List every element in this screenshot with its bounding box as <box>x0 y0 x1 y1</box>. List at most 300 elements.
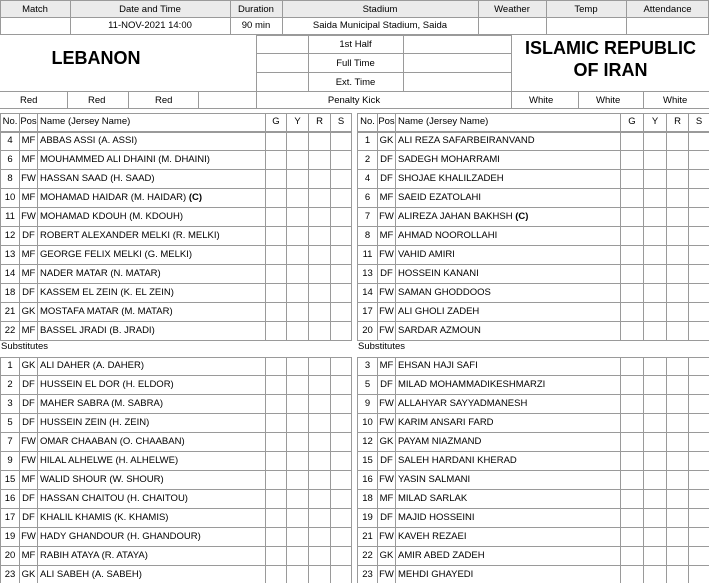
player-name <box>396 528 621 547</box>
player-name <box>396 452 621 471</box>
table-row <box>357 208 709 227</box>
captain-badge: (C) <box>188 192 203 203</box>
player-name-text: HADY GHANDOUR (H. GHANDOUR) <box>40 531 201 542</box>
stat-cell-r <box>309 395 331 414</box>
stat-cell-r <box>309 452 331 471</box>
stat-cell-s <box>689 189 709 208</box>
player-position: DF <box>20 376 38 395</box>
player-name <box>396 471 621 490</box>
player-name <box>396 357 621 376</box>
player-number: 8 <box>358 227 378 246</box>
table-row <box>357 566 709 583</box>
table-row <box>357 246 709 265</box>
player-number: 3 <box>358 357 378 376</box>
stat-cell-g <box>266 208 287 227</box>
stat-cell-s <box>689 227 709 246</box>
player-number: 1 <box>1 357 20 376</box>
table-row <box>0 376 351 395</box>
stat-cell-y <box>644 303 667 322</box>
stat-cell-r <box>667 376 689 395</box>
stat-cell-s <box>689 357 709 376</box>
player-name-text: ABBAS ASSI (A. ASSI) <box>40 135 138 146</box>
player-name <box>396 246 621 265</box>
player-position: FW <box>20 452 38 471</box>
table-row <box>0 265 351 284</box>
stat-cell-g <box>621 547 644 566</box>
stat-cell-r <box>309 151 331 170</box>
stat-cell-g <box>621 490 644 509</box>
stat-cell-r <box>667 433 689 452</box>
stat-cell-r <box>667 547 689 566</box>
player-position: MF <box>20 246 38 265</box>
player-number: 13 <box>1 246 20 265</box>
stat-cell-g <box>621 189 644 208</box>
player-position: FW <box>378 303 396 322</box>
stat-cell-s <box>689 303 709 322</box>
stat-cell-r <box>667 471 689 490</box>
home-kit-shorts: Red <box>88 95 106 106</box>
player-name <box>396 227 621 246</box>
player-number: 10 <box>1 189 20 208</box>
stat-cell-y <box>287 528 309 547</box>
home-kit-socks: Red <box>155 95 173 106</box>
divider <box>643 91 644 108</box>
player-name <box>38 322 266 341</box>
stat-cell-s <box>331 303 352 322</box>
table-row <box>357 265 709 284</box>
stat-cell-y <box>644 151 667 170</box>
player-position: FW <box>378 246 396 265</box>
player-number: 19 <box>358 509 378 528</box>
stat-cell-y <box>287 303 309 322</box>
divider <box>70 0 71 35</box>
stat-cell-y <box>644 246 667 265</box>
player-name-text: MAJID HOSSEINI <box>398 512 475 523</box>
player-name <box>396 414 621 433</box>
stat-cell-g <box>266 170 287 189</box>
player-name <box>38 208 266 227</box>
player-name <box>38 151 266 170</box>
player-number: 16 <box>1 490 20 509</box>
stat-cell-s <box>331 284 352 303</box>
home-team-name: LEBANON <box>51 48 141 68</box>
period-full-time: Full Time <box>336 58 375 69</box>
stat-cell-y <box>287 566 309 583</box>
stat-cell-y <box>644 227 667 246</box>
table-row <box>0 227 351 246</box>
stat-cell-y <box>287 246 309 265</box>
stat-cell-g <box>266 284 287 303</box>
player-name-text: MOSTAFA MATAR (M. MATAR) <box>40 306 173 317</box>
stat-cell-g <box>266 265 287 284</box>
stat-cell-s <box>331 208 352 227</box>
player-position: DF <box>378 265 396 284</box>
stat-cell-s <box>689 509 709 528</box>
stat-cell-y <box>644 414 667 433</box>
stat-cell-s <box>331 189 352 208</box>
stat-cell-s <box>331 471 352 490</box>
stat-cell-r <box>667 566 689 583</box>
period-ext-time: Ext. Time <box>335 77 376 88</box>
player-number: 23 <box>1 566 20 583</box>
table-row <box>357 303 709 322</box>
stat-cell-g <box>621 284 644 303</box>
stat-cell-y <box>287 265 309 284</box>
stat-cell-r <box>309 471 331 490</box>
table-row <box>357 322 709 341</box>
away-substitutes-label: Substitutes <box>358 341 405 352</box>
date-time-value: 11-NOV-2021 14:00 <box>108 20 192 31</box>
stat-cell-s <box>689 132 709 151</box>
captain-badge: (C) <box>515 211 529 222</box>
stat-cell-r <box>667 132 689 151</box>
player-name <box>396 490 621 509</box>
player-number: 1 <box>358 132 378 151</box>
player-number: 15 <box>1 471 20 490</box>
player-position: FW <box>378 395 396 414</box>
player-number: 5 <box>1 414 20 433</box>
stat-cell-y <box>644 132 667 151</box>
player-position: MF <box>20 151 38 170</box>
player-name <box>38 452 266 471</box>
table-row <box>357 452 709 471</box>
table-row <box>0 246 351 265</box>
player-position: DF <box>20 490 38 509</box>
player-number: 5 <box>358 376 378 395</box>
player-name-text: ALI DAHER (A. DAHER) <box>40 360 144 371</box>
stat-cell-r <box>309 547 331 566</box>
column-header-name: Name (Jersey Name) <box>396 113 621 132</box>
player-name-text: EHSAN HAJI SAFI <box>398 360 478 371</box>
player-position: MF <box>20 265 38 284</box>
player-number: 10 <box>358 414 378 433</box>
stat-cell-s <box>689 528 709 547</box>
stat-cell-g <box>621 246 644 265</box>
player-position: FW <box>378 208 396 227</box>
player-name-text: SARDAR AZMOUN <box>398 325 481 336</box>
stat-cell-s <box>689 265 709 284</box>
stat-cell-s <box>331 151 352 170</box>
player-position: FW <box>20 208 38 227</box>
player-number: 15 <box>358 452 378 471</box>
divider <box>578 91 579 108</box>
player-name-text: ALI SABEH (A. SABEH) <box>40 569 142 580</box>
player-name-text: HASSAN CHAITOU (H. CHAITOU) <box>40 493 188 504</box>
stat-cell-r <box>309 246 331 265</box>
stat-cell-y <box>644 490 667 509</box>
player-position: MF <box>20 547 38 566</box>
stat-cell-s <box>689 284 709 303</box>
column-header-s: S <box>689 113 709 132</box>
stat-cell-g <box>266 246 287 265</box>
table-row <box>0 132 351 151</box>
player-name <box>396 189 621 208</box>
table-row <box>0 189 351 208</box>
player-position: GK <box>378 547 396 566</box>
header-stadium: Stadium <box>362 4 398 15</box>
player-position: FW <box>378 566 396 583</box>
stat-cell-g <box>266 490 287 509</box>
stat-cell-s <box>331 170 352 189</box>
table-row <box>357 433 709 452</box>
player-position: DF <box>20 414 38 433</box>
stat-cell-r <box>667 303 689 322</box>
player-position: FW <box>378 471 396 490</box>
table-row <box>0 433 351 452</box>
stat-cell-g <box>621 414 644 433</box>
player-name-text: MILAD SARLAK <box>398 493 468 504</box>
stat-cell-y <box>644 433 667 452</box>
stat-cell-g <box>621 471 644 490</box>
stat-cell-s <box>689 151 709 170</box>
player-name-text: ALI REZA SAFARBEIRANVAND <box>398 135 535 146</box>
stat-cell-g <box>621 452 644 471</box>
player-number: 7 <box>1 433 20 452</box>
stat-cell-y <box>644 189 667 208</box>
stat-cell-g <box>621 265 644 284</box>
period-1st-half: 1st Half <box>339 39 372 50</box>
stat-cell-s <box>331 376 352 395</box>
player-name-text: OMAR CHAABAN (O. CHAABAN) <box>40 436 185 447</box>
player-name-text: MOHAMAD HAIDAR (M. HAIDAR) <box>40 192 189 203</box>
table-row <box>0 284 351 303</box>
stat-cell-r <box>667 284 689 303</box>
player-position: GK <box>20 357 38 376</box>
player-number: 20 <box>358 322 378 341</box>
stat-cell-y <box>644 395 667 414</box>
player-name <box>396 132 621 151</box>
player-position: MF <box>20 322 38 341</box>
table-row <box>0 528 351 547</box>
column-header-g: G <box>621 113 644 132</box>
stat-cell-y <box>287 227 309 246</box>
stat-cell-r <box>309 284 331 303</box>
away-team-name-line1: ISLAMIC REPUBLIC <box>525 38 696 58</box>
stat-cell-r <box>667 189 689 208</box>
player-name-text: KHALIL KHAMIS (K. KHAMIS) <box>40 512 169 523</box>
stat-cell-y <box>644 452 667 471</box>
player-position: FW <box>378 284 396 303</box>
player-name-text: HUSSEIN EL DOR (H. ELDOR) <box>40 379 174 390</box>
player-number: 11 <box>358 246 378 265</box>
column-header-no: No. <box>358 113 378 132</box>
player-name <box>38 433 266 452</box>
stat-cell-y <box>287 322 309 341</box>
stat-cell-r <box>667 265 689 284</box>
stat-cell-r <box>667 246 689 265</box>
table-row <box>0 547 351 566</box>
stat-cell-y <box>287 208 309 227</box>
divider <box>230 0 231 35</box>
stat-cell-s <box>331 357 352 376</box>
stat-cell-y <box>644 509 667 528</box>
stat-cell-y <box>644 471 667 490</box>
player-position: MF <box>20 471 38 490</box>
stat-cell-s <box>331 414 352 433</box>
header-attendance: Attendance <box>643 4 692 15</box>
player-number: 13 <box>358 265 378 284</box>
player-number: 6 <box>358 189 378 208</box>
table-row <box>357 132 709 151</box>
divider <box>67 91 68 108</box>
column-header-y: Y <box>287 113 309 132</box>
stat-cell-g <box>621 376 644 395</box>
stat-cell-r <box>667 490 689 509</box>
player-name-text: MEHDI GHAYEDI <box>398 569 474 580</box>
stat-cell-s <box>689 490 709 509</box>
player-number: 18 <box>1 284 20 303</box>
player-position: DF <box>20 284 38 303</box>
player-number: 12 <box>358 433 378 452</box>
player-number: 14 <box>358 284 378 303</box>
divider <box>626 0 627 35</box>
stat-cell-r <box>667 208 689 227</box>
player-name <box>38 227 266 246</box>
player-name <box>38 357 266 376</box>
player-name <box>38 547 266 566</box>
player-name-text: SAMAN GHODDOOS <box>398 287 491 298</box>
player-name <box>38 265 266 284</box>
table-row <box>0 208 351 227</box>
stat-cell-s <box>331 490 352 509</box>
stat-cell-r <box>309 208 331 227</box>
table-row <box>357 151 709 170</box>
column-header-g: G <box>266 113 287 132</box>
stat-cell-g <box>621 151 644 170</box>
player-number: 14 <box>1 265 20 284</box>
stat-cell-y <box>644 357 667 376</box>
stat-cell-r <box>309 170 331 189</box>
player-number: 8 <box>1 170 20 189</box>
player-name-text: HOSSEIN KANANI <box>398 268 479 279</box>
player-number: 3 <box>1 395 20 414</box>
stat-cell-g <box>266 227 287 246</box>
stat-cell-y <box>287 376 309 395</box>
table-row <box>357 509 709 528</box>
player-number: 9 <box>1 452 20 471</box>
player-position: MF <box>378 357 396 376</box>
player-name-text: SAEID EZATOLAHI <box>398 192 482 203</box>
stat-cell-g <box>621 322 644 341</box>
stat-cell-g <box>266 322 287 341</box>
stat-cell-g <box>266 547 287 566</box>
stat-cell-r <box>309 414 331 433</box>
stat-cell-y <box>287 132 309 151</box>
player-position: MF <box>20 189 38 208</box>
player-name <box>396 284 621 303</box>
table-row <box>0 395 351 414</box>
away-kit-shorts: White <box>596 95 621 106</box>
column-header-name: Name (Jersey Name) <box>38 113 266 132</box>
stat-cell-s <box>689 395 709 414</box>
player-name-text: KARIM ANSARI FARD <box>398 417 494 428</box>
player-position: MF <box>378 490 396 509</box>
column-header-no: No. <box>1 113 20 132</box>
player-position: DF <box>378 151 396 170</box>
player-name <box>38 246 266 265</box>
stat-cell-y <box>644 566 667 583</box>
stat-cell-r <box>309 303 331 322</box>
table-row <box>357 414 709 433</box>
table-row <box>357 547 709 566</box>
table-row <box>357 170 709 189</box>
player-number: 18 <box>358 490 378 509</box>
player-name-text: ROBERT ALEXANDER MELKI (R. MELKI) <box>40 230 220 241</box>
player-name-text: MAHER SABRA (M. SABRA) <box>40 398 163 409</box>
stat-cell-y <box>287 151 309 170</box>
player-name <box>396 547 621 566</box>
player-position: DF <box>378 376 396 395</box>
player-name <box>38 170 266 189</box>
stat-cell-g <box>266 471 287 490</box>
player-number: 22 <box>1 322 20 341</box>
player-name <box>38 471 266 490</box>
header-date-time: Date and Time <box>119 4 181 15</box>
player-position: FW <box>20 170 38 189</box>
player-name <box>396 509 621 528</box>
stat-cell-y <box>287 452 309 471</box>
stat-cell-g <box>266 303 287 322</box>
divider <box>128 91 129 108</box>
stat-cell-y <box>287 471 309 490</box>
stat-cell-s <box>331 528 352 547</box>
player-position: GK <box>378 132 396 151</box>
player-number: 11 <box>1 208 20 227</box>
column-header-r: R <box>309 113 331 132</box>
divider <box>256 72 512 73</box>
stat-cell-g <box>266 509 287 528</box>
player-position: DF <box>378 452 396 471</box>
player-name-text: ALI GHOLI ZADEH <box>398 306 480 317</box>
table-row <box>0 322 351 341</box>
player-name-text: AHMAD NOOROLLAHI <box>398 230 498 241</box>
stat-cell-y <box>287 395 309 414</box>
table-row <box>0 566 351 583</box>
away-column-header-row <box>357 113 709 132</box>
table-row <box>357 528 709 547</box>
player-name-text: NADER MATAR (N. MATAR) <box>40 268 161 279</box>
column-header-pos: Pos <box>20 113 38 132</box>
stat-cell-s <box>689 246 709 265</box>
stat-cell-s <box>331 452 352 471</box>
player-name-text: SADEGH MOHARRAMI <box>398 154 500 165</box>
stat-cell-g <box>266 452 287 471</box>
stat-cell-r <box>667 395 689 414</box>
player-name-text: SALEH HARDANI KHERAD <box>398 455 517 466</box>
player-name-text: SHOJAE KHALILZADEH <box>398 173 504 184</box>
stat-cell-r <box>667 452 689 471</box>
divider <box>282 0 283 35</box>
player-position: FW <box>378 414 396 433</box>
stat-cell-y <box>644 376 667 395</box>
stat-cell-g <box>621 303 644 322</box>
stat-cell-s <box>689 208 709 227</box>
divider <box>403 35 404 92</box>
player-name <box>396 151 621 170</box>
player-name <box>38 566 266 583</box>
away-team-name-line2: OF IRAN <box>573 60 648 80</box>
stat-cell-g <box>621 509 644 528</box>
stat-cell-y <box>287 189 309 208</box>
divider <box>478 0 479 35</box>
table-row <box>0 490 351 509</box>
player-name <box>38 303 266 322</box>
stat-cell-s <box>331 227 352 246</box>
stat-cell-g <box>621 132 644 151</box>
player-name <box>396 395 621 414</box>
divider <box>256 53 512 54</box>
header-temp: Temp <box>574 4 598 15</box>
